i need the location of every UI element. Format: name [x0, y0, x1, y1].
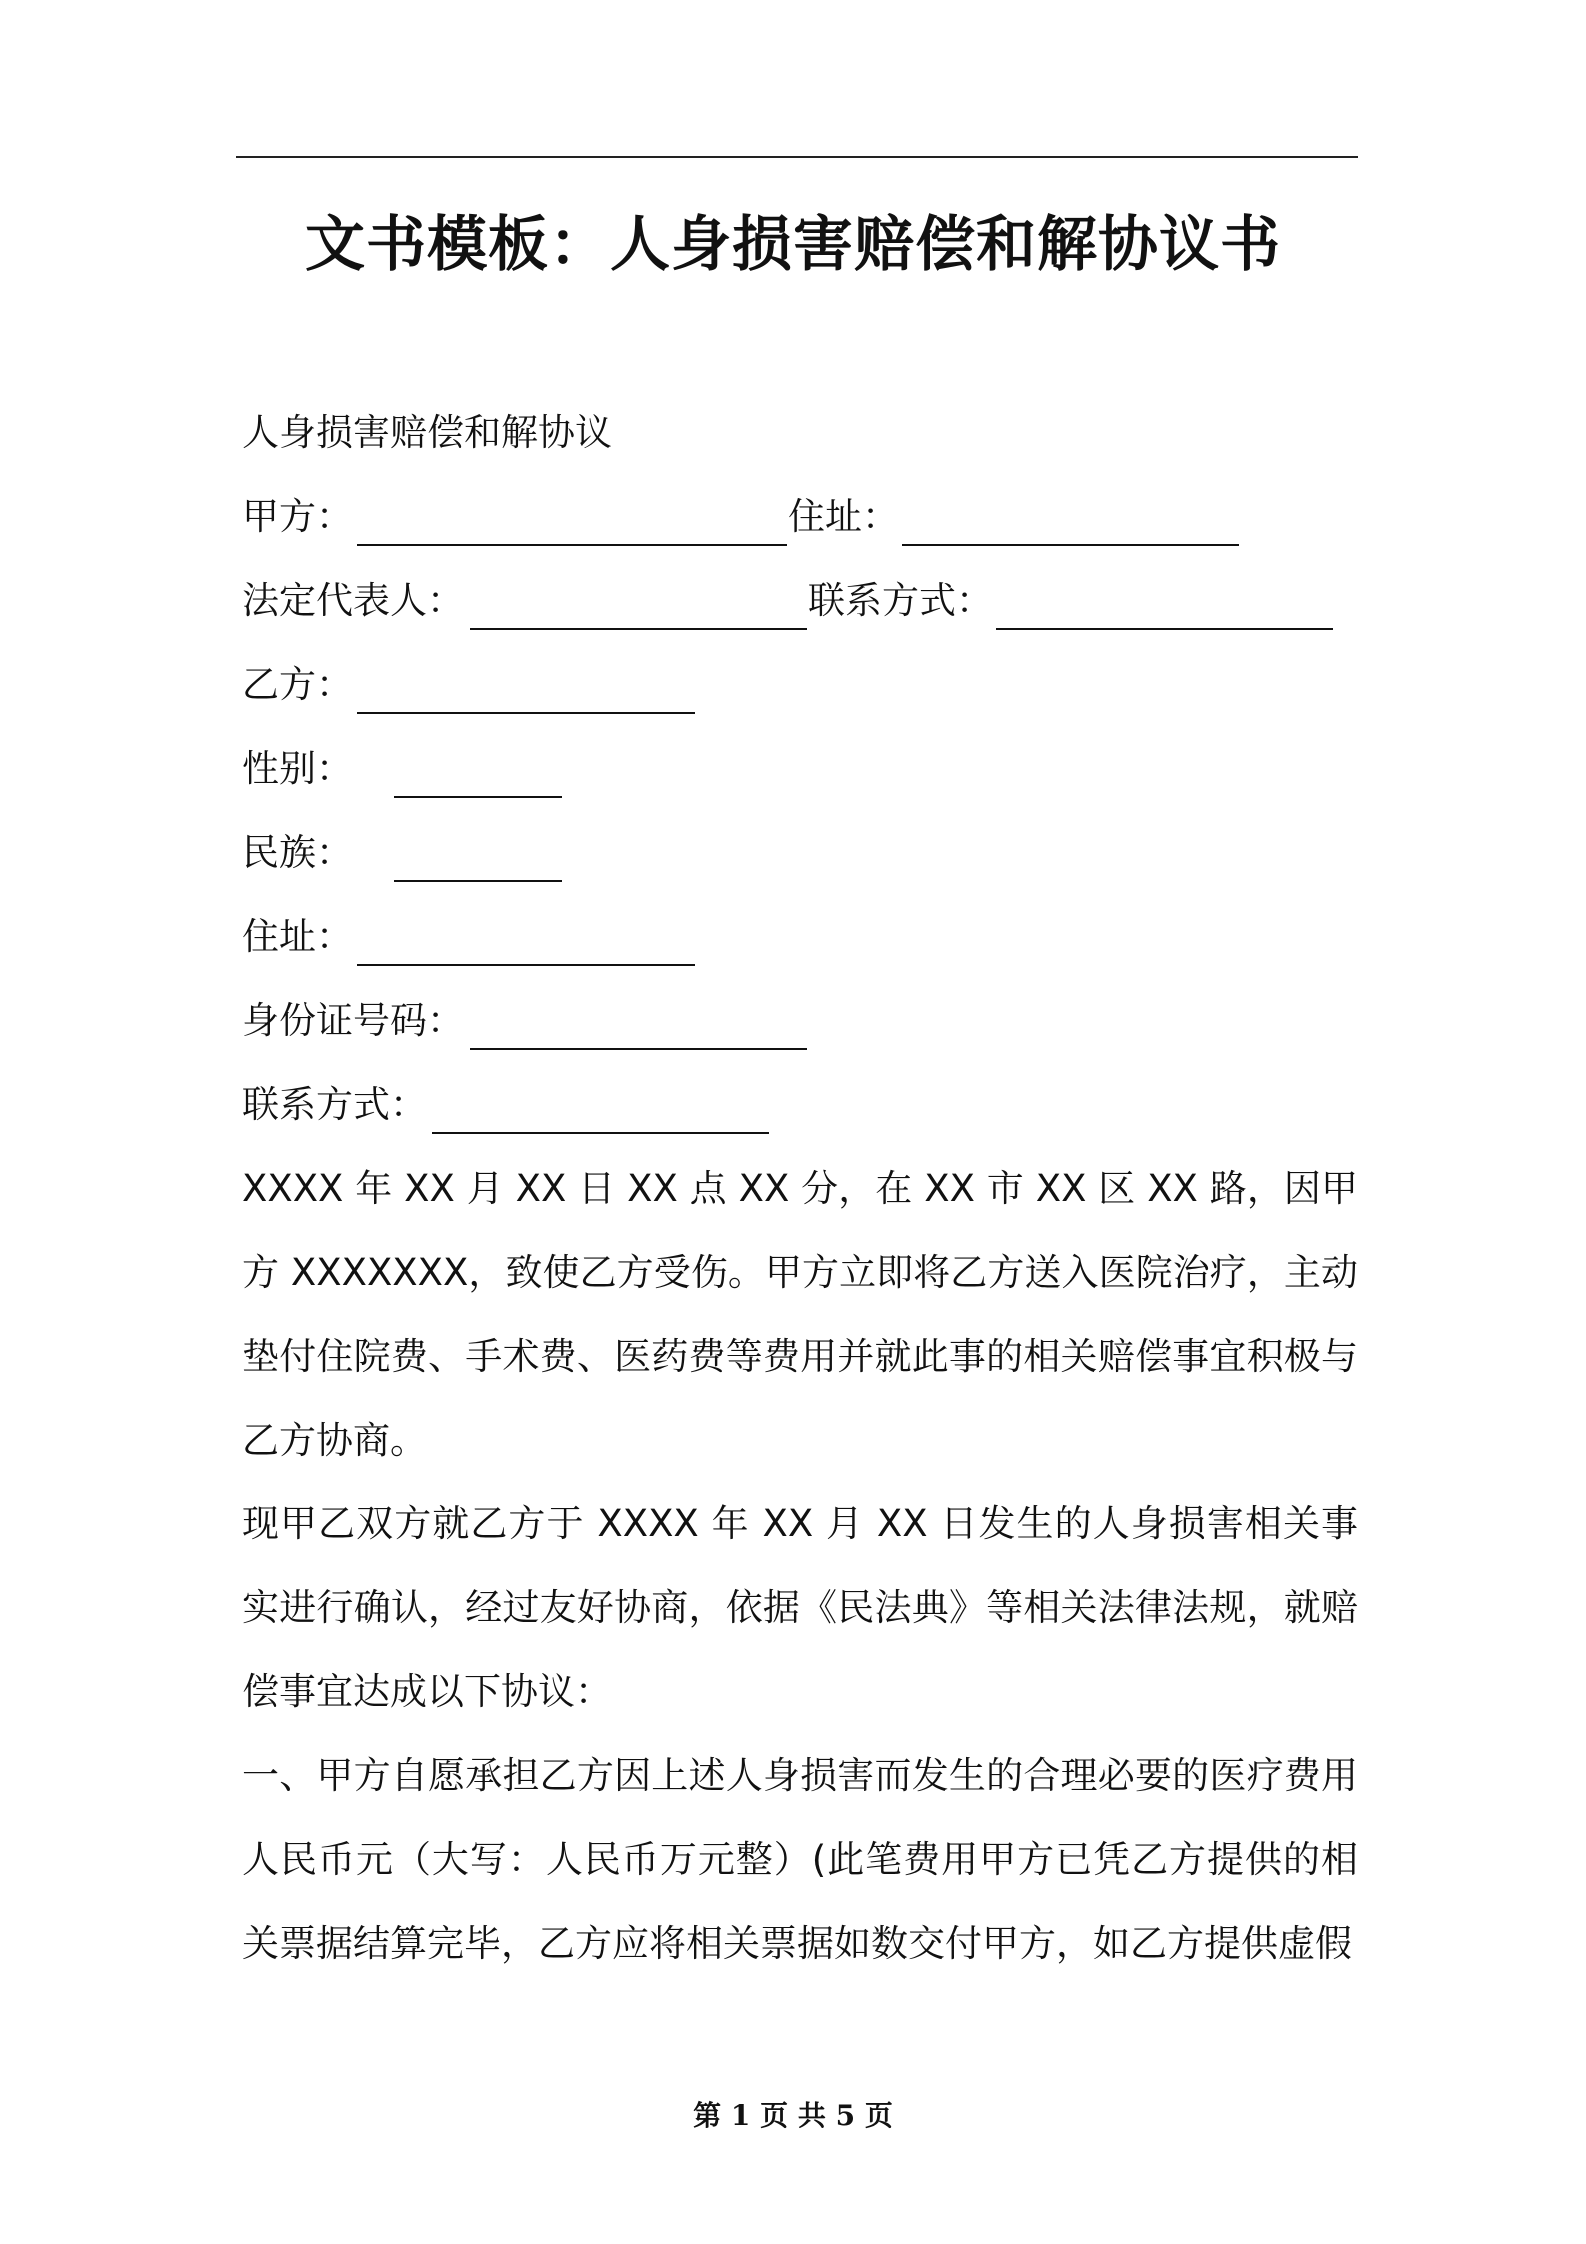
contact-a-blank[interactable]	[996, 628, 1333, 630]
legal-rep-label: 法定代表人：	[242, 579, 464, 622]
id-number-blank[interactable]	[470, 1048, 807, 1050]
party-b-label: 乙方：	[242, 663, 353, 706]
ethnicity-blank[interactable]	[394, 880, 562, 882]
gender-blank[interactable]	[394, 796, 562, 798]
paragraph-incident: XXXX 年 XX 月 XX 日 XX 点 XX 分，在 XX 市 XX 区 XX 路，因甲方 XXXXXXX，致使乙方受伤。甲方立即将乙方送入医院治疗，主动垫付住院费、手术费、医药费等费用并就此事的相关赔偿事宜积极与乙方协商。	[242, 1167, 1358, 1462]
header-rule	[236, 156, 1358, 158]
ethnicity-label: 民族：	[242, 831, 353, 874]
party-a-blank[interactable]	[357, 544, 787, 546]
id-number-label: 身份证号码：	[242, 999, 464, 1042]
contact-b-label: 联系方式：	[242, 1083, 427, 1126]
agreement-subtitle: 人身损害赔偿和解协议	[242, 411, 612, 454]
paragraph-clause-one: 一、甲方自愿承担乙方因上述人身损害而发生的合理必要的医疗费用人民币元（大写：人民币万元整）(此笔费用甲方已凭乙方提供的相关票据结算完毕，乙方应将相关票据如数交付甲方，如乙方提供虚假	[242, 1754, 1358, 1965]
paragraph-confirmation: 现甲乙双方就乙方于 XXXX 年 XX 月 XX 日发生的人身损害相关事实进行确认，经过友好协商，依据《民法典》等相关法律法规，就赔偿事宜达成以下协议：	[242, 1502, 1358, 1713]
gender-label: 性别：	[242, 747, 353, 790]
legal-rep-blank[interactable]	[470, 628, 807, 630]
page-number-footer: 第 1 页 共 5 页	[693, 2099, 893, 2132]
address-b-label: 住址：	[242, 915, 353, 958]
contact-b-blank[interactable]	[432, 1132, 769, 1134]
contact-a-label: 联系方式：	[808, 579, 993, 622]
party-b-blank[interactable]	[357, 712, 695, 714]
address-a-blank[interactable]	[902, 544, 1239, 546]
document-title: 文书模板：人身损害赔偿和解协议书	[305, 210, 1281, 280]
address-b-blank[interactable]	[357, 964, 695, 966]
party-a-label: 甲方：	[242, 495, 353, 538]
address-a-label: 住址：	[788, 495, 899, 538]
